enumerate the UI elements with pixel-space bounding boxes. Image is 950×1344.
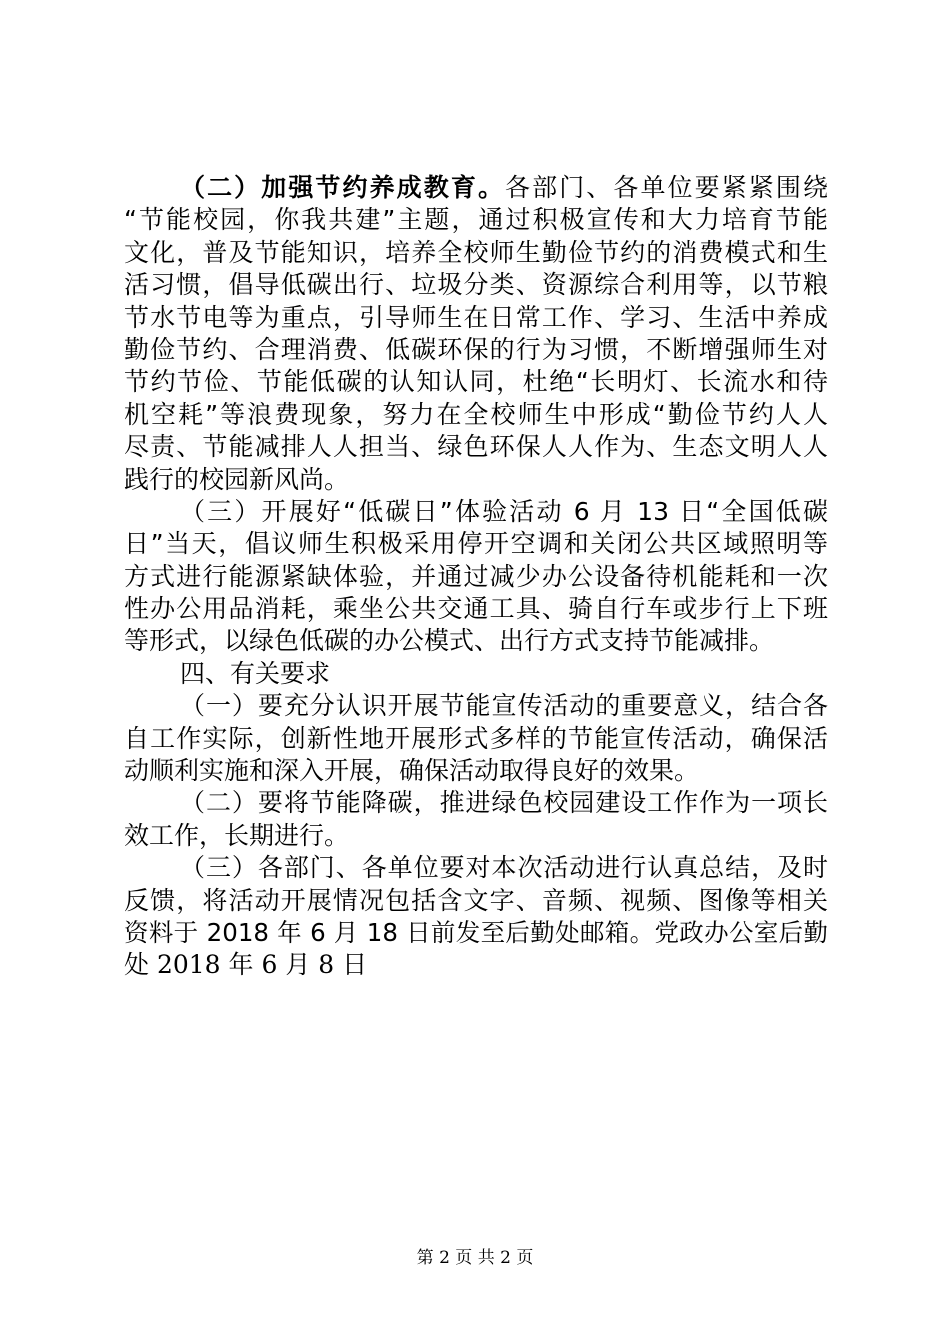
section-heading: 四、有关要求 (180, 658, 331, 688)
paragraph-line: “节能校园，你我共建”主题，通过积极宣传和大力培育节能 (124, 205, 828, 235)
paragraph-line: 尽责、节能减排人人担当、绿色环保人人作为、生态文明人人 (124, 432, 828, 462)
paragraph-text: 资料于 2018 年 6 月 18 日前发至后勤处邮箱。 (124, 917, 655, 947)
paragraph-line: （一）要充分认识开展节能宣传活动的重要意义，结合各 (180, 691, 828, 721)
paragraph-line: （二）要将节能降碳，推进绿色校园建设工作作为一项长 (180, 788, 828, 818)
signature-date-line: 处 2018 年 6 月 8 日 (124, 950, 368, 980)
signature-text: 党政办公室后勤 (654, 917, 829, 947)
paragraph-text: 各部门、各单位要紧紧围绕 (505, 173, 828, 202)
paragraph-line: 性办公用品消耗，乘坐公共交通工具、骑自行车或步行上下班 (124, 594, 828, 624)
paragraph-line: 等形式，以绿色低碳的办公模式、出行方式支持节能减排。 (124, 626, 775, 656)
paragraph-line: 节水节电等为重点，引导师生在日常工作、学习、生活中养成 (124, 302, 828, 332)
paragraph-line: （三）开展好“低碳日”体验活动 6 月 13 日“全国低碳 (180, 496, 828, 526)
paragraph-line: （三）各部门、各单位要对本次活动进行认真总结，及时 (180, 853, 828, 883)
paragraph-line: 节约节俭、节能低碳的认知认同，杜绝“长明灯、长流水和待 (124, 367, 828, 397)
page-number-footer: 第 2 页 共 2 页 (416, 1248, 534, 1268)
paragraph-line (124, 917, 828, 949)
paragraph-line: 反馈，将活动开展情况包括含文字、音频、视频、图像等相关 (124, 885, 828, 915)
paragraph-line: 效工作，长期进行。 (124, 820, 350, 850)
paragraph-line (124, 172, 828, 204)
paragraph-line: 自工作实际，创新性地开展形式多样的节能宣传活动，确保活 (124, 723, 828, 753)
paragraph-line: 日”当天，倡议师生积极采用停开空调和关闭公共区域照明等 (124, 529, 828, 559)
paragraph-line: 动顺利实施和深入开展，确保活动取得良好的效果。 (124, 756, 700, 786)
paragraph-line: 文化，普及节能知识，培养全校师生勤俭节约的消费模式和生 (124, 237, 828, 267)
document-body (124, 172, 828, 982)
paragraph-line: 机空耗”等浪费现象，努力在全校师生中形成“勤俭节约人人 (124, 399, 828, 429)
paragraph-line: 勤俭节约、合理消费、低碳环保的行为习惯，不断增强师生对 (124, 334, 828, 364)
paragraph-line: 活习惯，倡导低碳出行、垃圾分类、资源综合利用等，以节粮 (124, 270, 828, 300)
paragraph-line: 方式进行能源紧缺体验，并通过减少办公设备待机能耗和一次 (124, 561, 828, 591)
section-heading-bold: （二）加强节约养成教育。 (180, 173, 506, 202)
paragraph-line: 践行的校园新风尚。 (124, 464, 350, 494)
